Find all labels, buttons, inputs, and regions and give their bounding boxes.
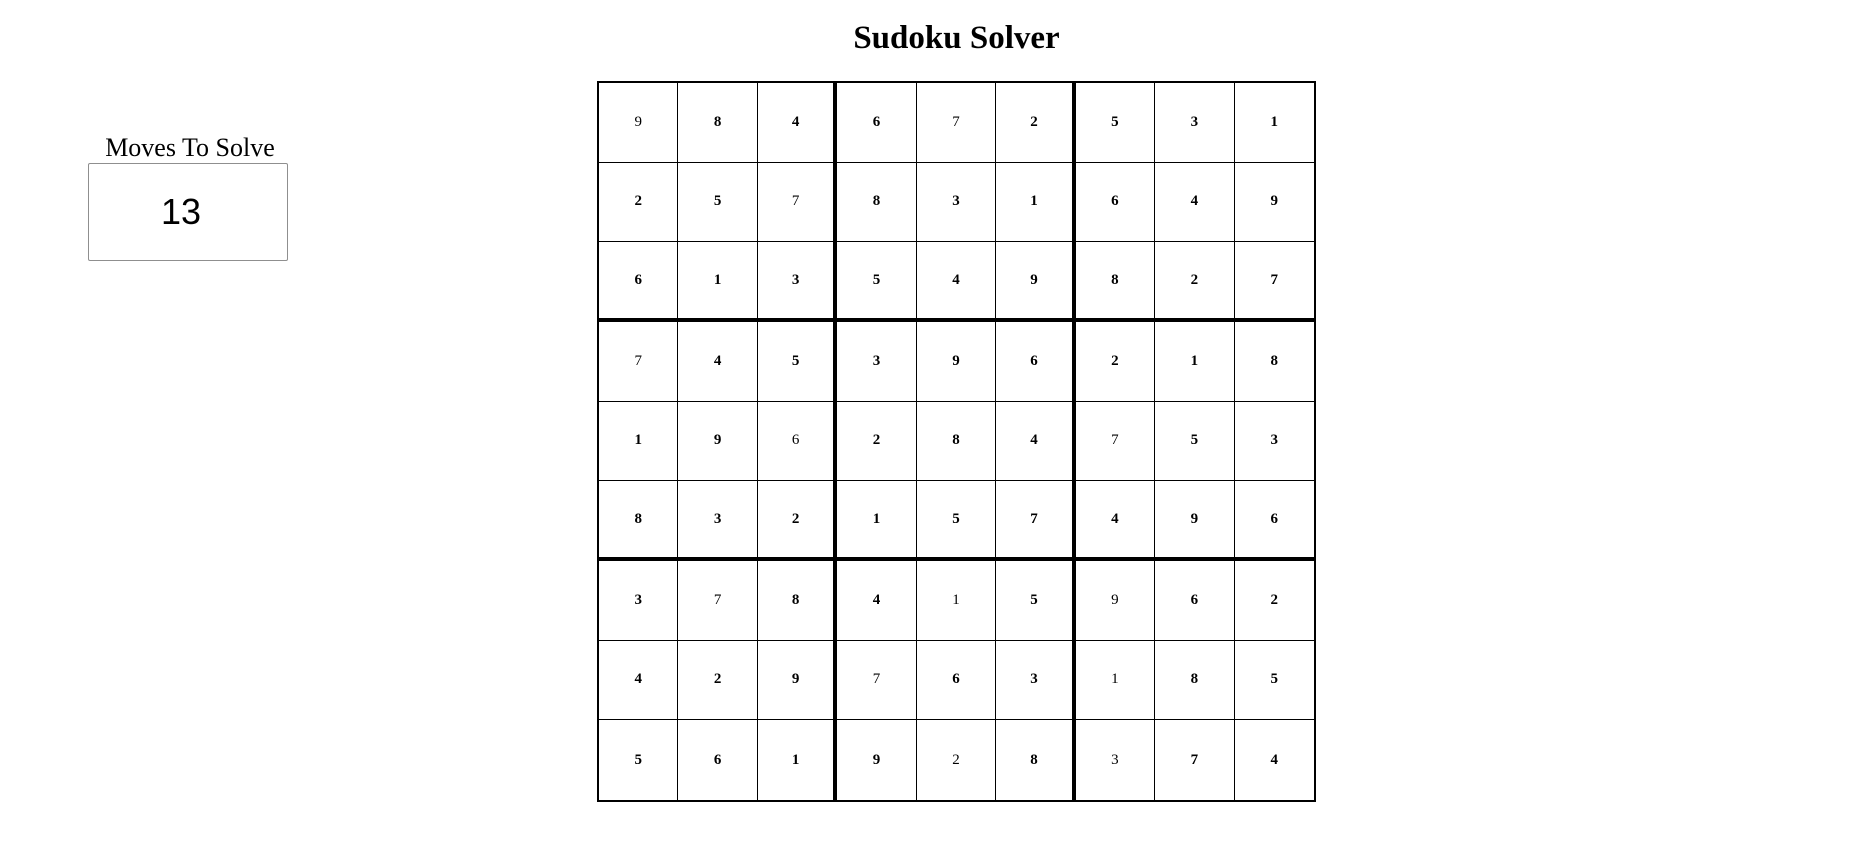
sudoku-cell-r2c2[interactable]: 5 bbox=[678, 163, 757, 243]
sudoku-cell-r6c4[interactable]: 1 bbox=[837, 481, 916, 561]
sudoku-cell-r9c6[interactable]: 8 bbox=[996, 720, 1075, 800]
sudoku-cell-r1c7[interactable]: 5 bbox=[1076, 83, 1155, 163]
sudoku-cell-r8c9[interactable]: 5 bbox=[1235, 641, 1314, 721]
sudoku-cell-r7c5[interactable]: 1 bbox=[917, 561, 996, 641]
sudoku-cell-r8c1[interactable]: 4 bbox=[599, 641, 678, 721]
sudoku-cell-r3c5[interactable]: 4 bbox=[917, 242, 996, 322]
sudoku-cell-r1c2[interactable]: 8 bbox=[678, 83, 757, 163]
sudoku-cell-r1c8[interactable]: 3 bbox=[1155, 83, 1234, 163]
sudoku-cell-r8c2[interactable]: 2 bbox=[678, 641, 757, 721]
sudoku-cell-r5c3[interactable]: 6 bbox=[758, 402, 837, 482]
sudoku-cell-r4c2[interactable]: 4 bbox=[678, 322, 757, 402]
sudoku-cell-r4c8[interactable]: 1 bbox=[1155, 322, 1234, 402]
sudoku-cell-r3c3[interactable]: 3 bbox=[758, 242, 837, 322]
sudoku-cell-r2c6[interactable]: 1 bbox=[996, 163, 1075, 243]
sudoku-cell-r4c7[interactable]: 2 bbox=[1076, 322, 1155, 402]
sudoku-cell-r7c7[interactable]: 9 bbox=[1076, 561, 1155, 641]
sudoku-cell-r6c7[interactable]: 4 bbox=[1076, 481, 1155, 561]
sudoku-cell-r1c3[interactable]: 4 bbox=[758, 83, 837, 163]
sudoku-cell-r3c8[interactable]: 2 bbox=[1155, 242, 1234, 322]
sudoku-cell-r6c5[interactable]: 5 bbox=[917, 481, 996, 561]
sudoku-cell-r9c5[interactable]: 2 bbox=[917, 720, 996, 800]
sudoku-cell-r9c1[interactable]: 5 bbox=[599, 720, 678, 800]
sudoku-cell-r1c4[interactable]: 6 bbox=[837, 83, 916, 163]
sudoku-cell-r5c1[interactable]: 1 bbox=[599, 402, 678, 482]
sudoku-cell-r3c4[interactable]: 5 bbox=[837, 242, 916, 322]
sudoku-cell-r7c3[interactable]: 8 bbox=[758, 561, 837, 641]
sudoku-cell-r6c8[interactable]: 9 bbox=[1155, 481, 1234, 561]
sudoku-cell-r1c6[interactable]: 2 bbox=[996, 83, 1075, 163]
sudoku-cell-r5c9[interactable]: 3 bbox=[1235, 402, 1314, 482]
sudoku-cell-r6c3[interactable]: 2 bbox=[758, 481, 837, 561]
sudoku-cell-r9c3[interactable]: 1 bbox=[758, 720, 837, 800]
moves-label: Moves To Solve bbox=[105, 133, 275, 162]
sudoku-cell-r7c4[interactable]: 4 bbox=[837, 561, 916, 641]
sudoku-cell-r8c3[interactable]: 9 bbox=[758, 641, 837, 721]
sudoku-cell-r9c7[interactable]: 3 bbox=[1076, 720, 1155, 800]
sudoku-cell-r7c9[interactable]: 2 bbox=[1235, 561, 1314, 641]
sudoku-cell-r5c5[interactable]: 8 bbox=[917, 402, 996, 482]
sudoku-board bbox=[597, 81, 1316, 802]
sudoku-cell-r3c6[interactable]: 9 bbox=[996, 242, 1075, 322]
moves-panel bbox=[88, 133, 290, 261]
page-title: Sudoku Solver bbox=[853, 20, 1060, 56]
sudoku-cell-r2c3[interactable]: 7 bbox=[758, 163, 837, 243]
sudoku-cell-r5c7[interactable]: 7 bbox=[1076, 402, 1155, 482]
sudoku-cell-r3c2[interactable]: 1 bbox=[678, 242, 757, 322]
sudoku-cell-r1c1[interactable]: 9 bbox=[599, 83, 678, 163]
sudoku-cell-r9c4[interactable]: 9 bbox=[837, 720, 916, 800]
moves-count: 13 bbox=[160, 191, 202, 232]
sudoku-cell-r6c1[interactable]: 8 bbox=[599, 481, 678, 561]
sudoku-cell-r6c6[interactable]: 7 bbox=[996, 481, 1075, 561]
sudoku-cell-r7c6[interactable]: 5 bbox=[996, 561, 1075, 641]
sudoku-cell-r3c7[interactable]: 8 bbox=[1076, 242, 1155, 322]
sudoku-cell-r4c9[interactable]: 8 bbox=[1235, 322, 1314, 402]
sudoku-cell-r2c4[interactable]: 8 bbox=[837, 163, 916, 243]
sudoku-cell-r9c8[interactable]: 7 bbox=[1155, 720, 1234, 800]
moves-counter-box bbox=[88, 163, 288, 261]
sudoku-cell-r7c8[interactable]: 6 bbox=[1155, 561, 1234, 641]
sudoku-cell-r5c6[interactable]: 4 bbox=[996, 402, 1075, 482]
sudoku-cell-r8c7[interactable]: 1 bbox=[1076, 641, 1155, 721]
sudoku-cell-r5c2[interactable]: 9 bbox=[678, 402, 757, 482]
sudoku-cell-r8c8[interactable]: 8 bbox=[1155, 641, 1234, 721]
sudoku-cell-r1c9[interactable]: 1 bbox=[1235, 83, 1314, 163]
sudoku-cell-r5c4[interactable]: 2 bbox=[837, 402, 916, 482]
sudoku-cell-r2c7[interactable]: 6 bbox=[1076, 163, 1155, 243]
sudoku-cell-r7c1[interactable]: 3 bbox=[599, 561, 678, 641]
sudoku-cell-r8c4[interactable]: 7 bbox=[837, 641, 916, 721]
sudoku-cell-r6c2[interactable]: 3 bbox=[678, 481, 757, 561]
sudoku-cell-r4c5[interactable]: 9 bbox=[917, 322, 996, 402]
sudoku-cell-r9c2[interactable]: 6 bbox=[678, 720, 757, 800]
sudoku-cell-r3c9[interactable]: 7 bbox=[1235, 242, 1314, 322]
sudoku-cell-r2c8[interactable]: 4 bbox=[1155, 163, 1234, 243]
sudoku-cell-r7c2[interactable]: 7 bbox=[678, 561, 757, 641]
sudoku-cell-r4c1[interactable]: 7 bbox=[599, 322, 678, 402]
sudoku-cell-r5c8[interactable]: 5 bbox=[1155, 402, 1234, 482]
sudoku-cell-r2c5[interactable]: 3 bbox=[917, 163, 996, 243]
sudoku-cell-r8c5[interactable]: 6 bbox=[917, 641, 996, 721]
sudoku-cell-r4c3[interactable]: 5 bbox=[758, 322, 837, 402]
sudoku-cell-r1c5[interactable]: 7 bbox=[917, 83, 996, 163]
sudoku-cell-r2c9[interactable]: 9 bbox=[1235, 163, 1314, 243]
sudoku-cell-r4c6[interactable]: 6 bbox=[996, 322, 1075, 402]
sudoku-cell-r3c1[interactable]: 6 bbox=[599, 242, 678, 322]
sudoku-cell-r2c1[interactable]: 2 bbox=[599, 163, 678, 243]
sudoku-cell-r4c4[interactable]: 3 bbox=[837, 322, 916, 402]
sudoku-cell-r8c6[interactable]: 3 bbox=[996, 641, 1075, 721]
sudoku-cell-r6c9[interactable]: 6 bbox=[1235, 481, 1314, 561]
sudoku-cell-r9c9[interactable]: 4 bbox=[1270, 751, 1279, 768]
